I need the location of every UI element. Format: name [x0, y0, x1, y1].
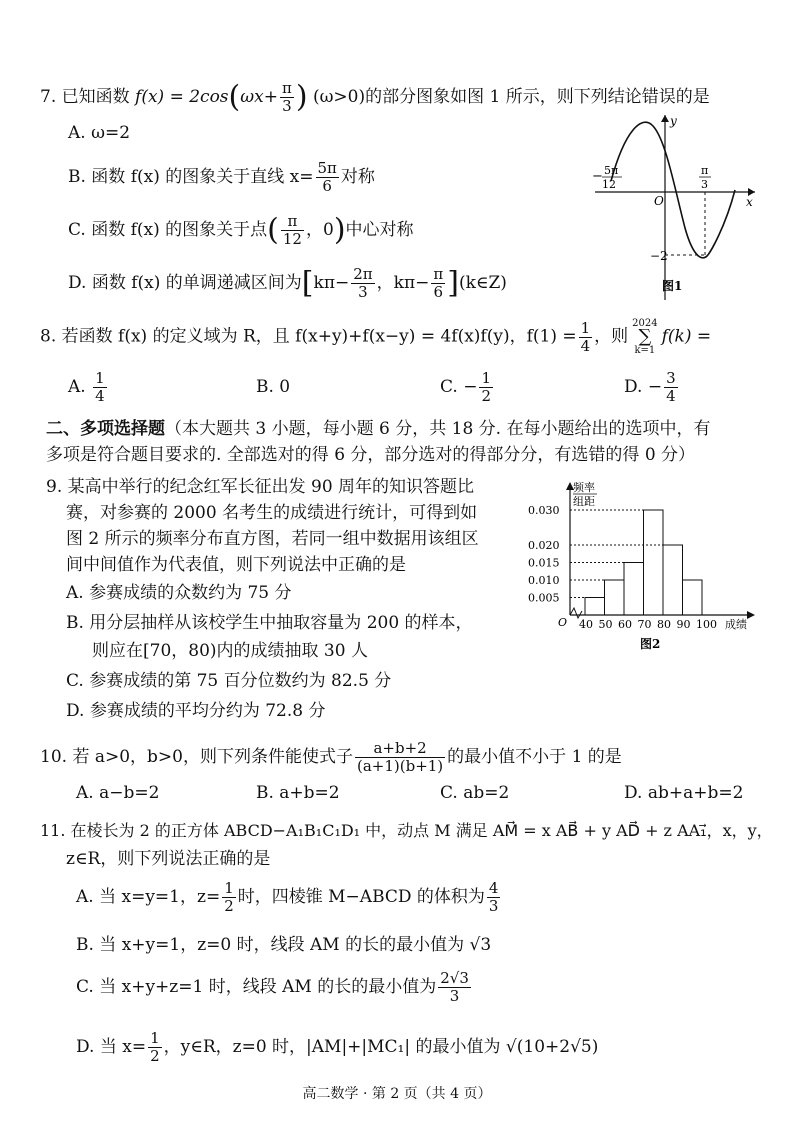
hist-bar-[80,90): [663, 545, 683, 615]
page-footer: 高二数学 · 第 2 页（共 4 页）: [302, 1086, 492, 1102]
hist-ytick-0.010: 0.010: [528, 574, 560, 587]
q7-option-a: A. ω=2: [68, 123, 131, 143]
figure-2-histogram: [525, 480, 765, 655]
hist-xtick-80: 80: [657, 618, 671, 631]
hist-ytick-0.030: 0.030: [528, 504, 560, 517]
q8-stem: 8. 若函数 f(x) 的定义域为 R，且 f(x+y)+f(x−y) = 4f(x)f(y)，f(1) = $\frac{1}{4}$ ，则 2024 ∑ k=1 f(k) =: [40, 318, 712, 356]
hist-bar-[50,60): [605, 580, 625, 615]
q7-stem: 7. 已知函数 f(x) = 2cos(ωx+ $\frac{\pi}{3}$ ) (ω>0)的部分图象如图 1 所示，则下列结论错误的是: [40, 79, 710, 115]
figure-1-cosine-graph: [590, 110, 765, 305]
hist-x-arrow: [747, 611, 755, 619]
q7-option-b: B. 函数 f(x) 的图象关于直线 x= $\frac{5\pi}{6}$ 对称: [68, 159, 375, 195]
fig1-caption: 图1: [662, 279, 683, 293]
fig1-right-num: π: [701, 164, 709, 177]
q7-option-d: D. 函数 f(x) 的单调递减区间为[kπ− $\frac{2\pi}{3}$ ，kπ− $\frac{\pi}{6}$ ](k∈Z): [68, 265, 507, 301]
hist-xtick-60: 60: [618, 618, 632, 631]
hist-ylabel-bottom: 组距: [573, 495, 595, 508]
hist-ylabel-top: 频率: [573, 481, 595, 494]
q8-option-b: B. 0: [256, 377, 291, 397]
q11-option-b: B. 当 x+y=1，z=0 时，线段 AM 的长的最小值为 √3: [76, 935, 492, 955]
q9-stem-1: 9. 某高中举行的纪念红军长征出发 90 周年的知识答题比: [46, 477, 475, 497]
q10-option-c: C. ab=2: [440, 783, 510, 803]
q9-option-a: A. 参赛成绩的众数约为 75 分: [66, 583, 292, 603]
q9-option-c: C. 参赛成绩的第 75 百分位数约为 82.5 分: [66, 671, 392, 691]
q8-option-d: D. − $\frac{3}{4}$: [624, 369, 676, 405]
q10-option-a: A. a−b=2: [76, 783, 160, 803]
q7-option-c: C. 函数 f(x) 的图象关于点( $\frac{\pi}{12}$ ，0)中心对称: [68, 212, 414, 248]
fig1-origin: O: [654, 194, 664, 208]
q9-option-b: B. 用分层抽样从该校学生中抽取容量为 200 的样本，: [66, 613, 473, 633]
section2-header: 二、多项选择题（本大题共 3 小题，每小题 6 分，共 18 分. 在每小题给出的选项中，有: [46, 419, 711, 439]
hist-xtick-40: 40: [579, 618, 593, 631]
q11-option-a: A. 当 x=y=1，z= $\frac{1}{2}$ 时，四棱锥 M−ABCD 的体积为 $\frac{4}{3}$: [76, 879, 499, 915]
q11-stem-2: z∈R，则下列说法正确的是: [66, 849, 271, 869]
hist-xlabel: 成绩: [725, 618, 747, 631]
hist-caption: 图2: [640, 637, 661, 651]
hist-xtick-90: 90: [676, 618, 691, 631]
q9-option-b-cont: 则应在[70，80)内的成绩抽取 30 人: [92, 641, 368, 661]
q11-option-d: D. 当 x= $\frac{1}{2}$ ，y∈R，z=0 时，|AM|+|MC₁| 的最小值为 √(10+2√5): [76, 1029, 599, 1065]
fig1-y-arrow: [661, 115, 669, 122]
q9-stem-2: 赛，对参赛的 2000 名考生的成绩进行统计，可得到如: [66, 503, 478, 523]
hist-bar-[60,70): [624, 563, 644, 616]
hist-xtick-70: 70: [637, 618, 652, 631]
hist-origin: O: [558, 616, 568, 629]
hist-ytick-0.015: 0.015: [528, 556, 560, 570]
fig1-min-label: −2: [650, 249, 668, 263]
fig1-x-label: x: [746, 195, 753, 209]
hist-ytick-0.020: 0.020: [528, 539, 560, 552]
fig1-curve: [611, 122, 735, 258]
hist-bar-[90,100]: [683, 580, 703, 615]
hist-ytick-0.005: 0.005: [528, 591, 560, 605]
hist-bar-[70,80): [644, 510, 664, 615]
fig1-left-den: 12: [602, 178, 616, 191]
hist-axis-break: [570, 608, 582, 618]
q10-option-b: B. a+b=2: [256, 783, 340, 803]
q11-stem-1: 11. 在棱长为 2 的正方体 ABCD−A₁B₁C₁D₁ 中，动点 M 满足 AM⃗ = x AB⃗ + y AD⃗ + z AA₁⃗，x，y，: [40, 821, 773, 840]
q8-option-c: C. − $\frac{1}{2}$: [440, 369, 491, 405]
fig1-right-den: 3: [701, 178, 708, 191]
q11-option-c: C. 当 x+y+z=1 时，线段 AM 的长的最小值为 $\frac{2√3}{3}$: [76, 969, 469, 1005]
q9-option-d: D. 参赛成绩的平均分约为 72.8 分: [66, 701, 326, 721]
hist-xtick-50: 50: [598, 618, 613, 631]
q10-option-d: D. ab+a+b=2: [624, 783, 744, 803]
q10-stem: 10. 若 a>0，b>0，则下列条件能使式子 $\frac{a+b+2}{(a+1)(b+1)}$ 的最小值不小于 1 的是: [40, 739, 622, 775]
q9-stem-4: 间中间值作为代表值，则下列说法中正确的是: [66, 555, 406, 575]
hist-bar-[40,50): [585, 598, 605, 616]
fig1-left-num: 5π: [604, 164, 619, 177]
fig1-y-label: y: [670, 114, 677, 128]
hist-xtick-100: 100: [696, 618, 717, 631]
q8-option-a: A. $\frac{1}{4}$: [68, 369, 105, 405]
fig1-left-sign: −: [592, 169, 603, 184]
q9-stem-3: 图 2 所示的频率分布直方图，若同一组中数据用该组区: [66, 529, 479, 549]
section2-note: 多项是符合题目要求的. 全部选对的得 6 分，部分选对的得部分分，有选错的得 0 分）: [46, 445, 696, 465]
